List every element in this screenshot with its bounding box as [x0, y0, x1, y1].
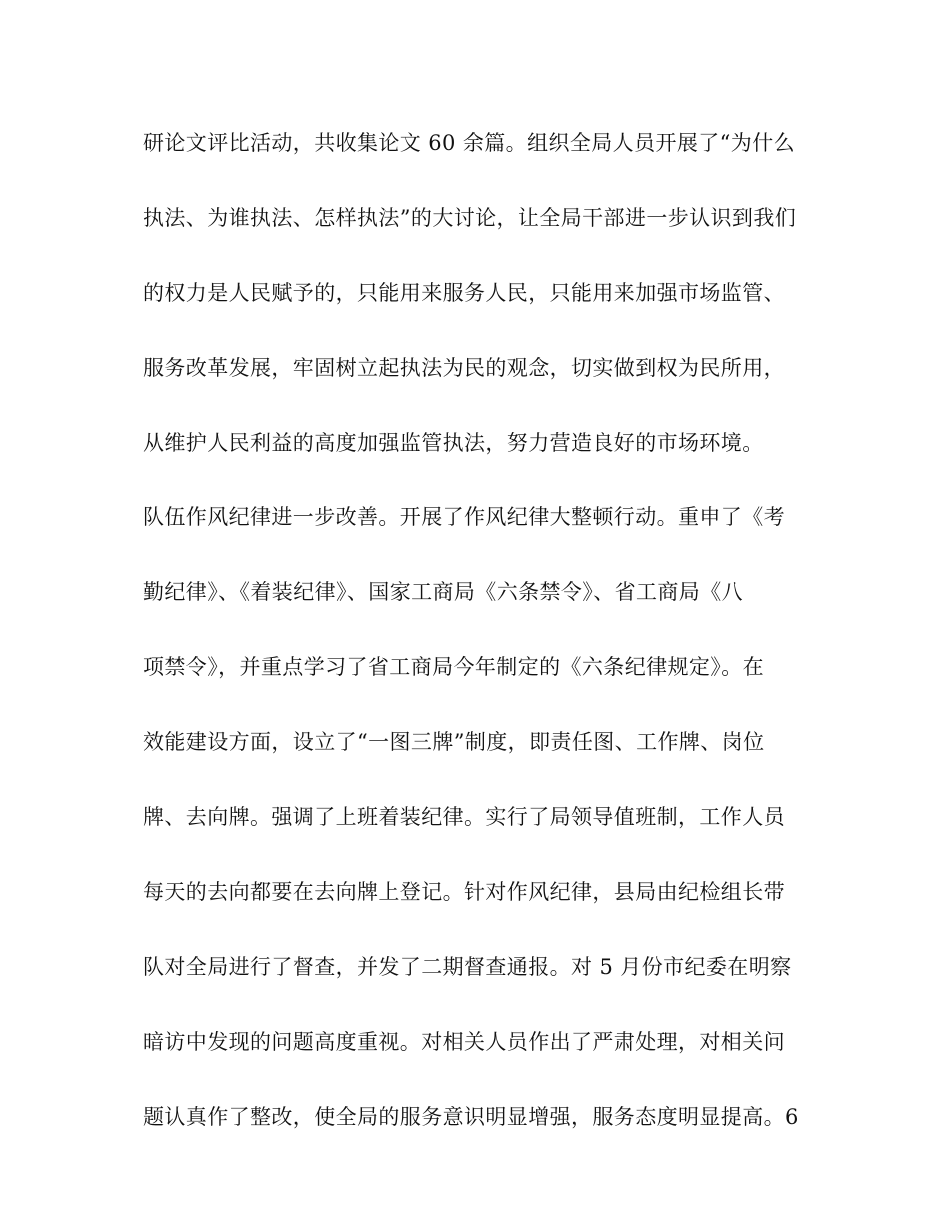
text-line-2: 执法、为谁执法、怎样执法”的大讨论，让全局干部进一步认识到我们 [143, 206, 797, 230]
text-line-11: 每天的去向都要在去向牌上登记。针对作风纪律，县局由纪检组长带 [143, 880, 785, 904]
text-line-8: 项禁令》，并重点学习了省工商局今年制定的《六条纪律规定》。在 [143, 655, 764, 679]
text-line-13: 暗访中发现的问题高度重视。对相关人员作出了严肃处理，对相关问 [143, 1030, 785, 1054]
text-line-7: 勤纪律》、《着装纪律》、国家工商局《六条禁令》、省工商局《八 [143, 580, 743, 604]
text-line-1: 研论文评比活动，共收集论文 60 余篇。组织全局人员开展了“为什么 [143, 131, 796, 155]
text-line-14: 题认真作了整改，使全局的服务意识明显增强，服务态度明显提高。6 [143, 1105, 799, 1129]
text-line-3: 的权力是人民赋予的，只能用来服务人民，只能用来加强市场监管、 [143, 281, 785, 305]
text-line-10: 牌、去向牌。强调了上班着装纪律。实行了局领导值班制，工作人员 [143, 805, 785, 829]
text-line-9: 效能建设方面，设立了“一图三牌”制度，即责任图、工作牌、岗位 [143, 730, 765, 754]
text-line-4: 服务改革发展，牢固树立起执法为民的观念，切实做到权为民所用， [143, 356, 785, 380]
text-line-12: 队对全局进行了督查，并发了二期督查通报。对 5 月份市纪委在明察 [143, 955, 792, 979]
text-line-6: 队伍作风纪律进一步改善。开展了作风纪律大整顿行动。重申了《考 [143, 505, 785, 529]
text-line-5: 从维护人民利益的高度加强监管执法，努力营造良好的市场环境。 [143, 431, 764, 455]
